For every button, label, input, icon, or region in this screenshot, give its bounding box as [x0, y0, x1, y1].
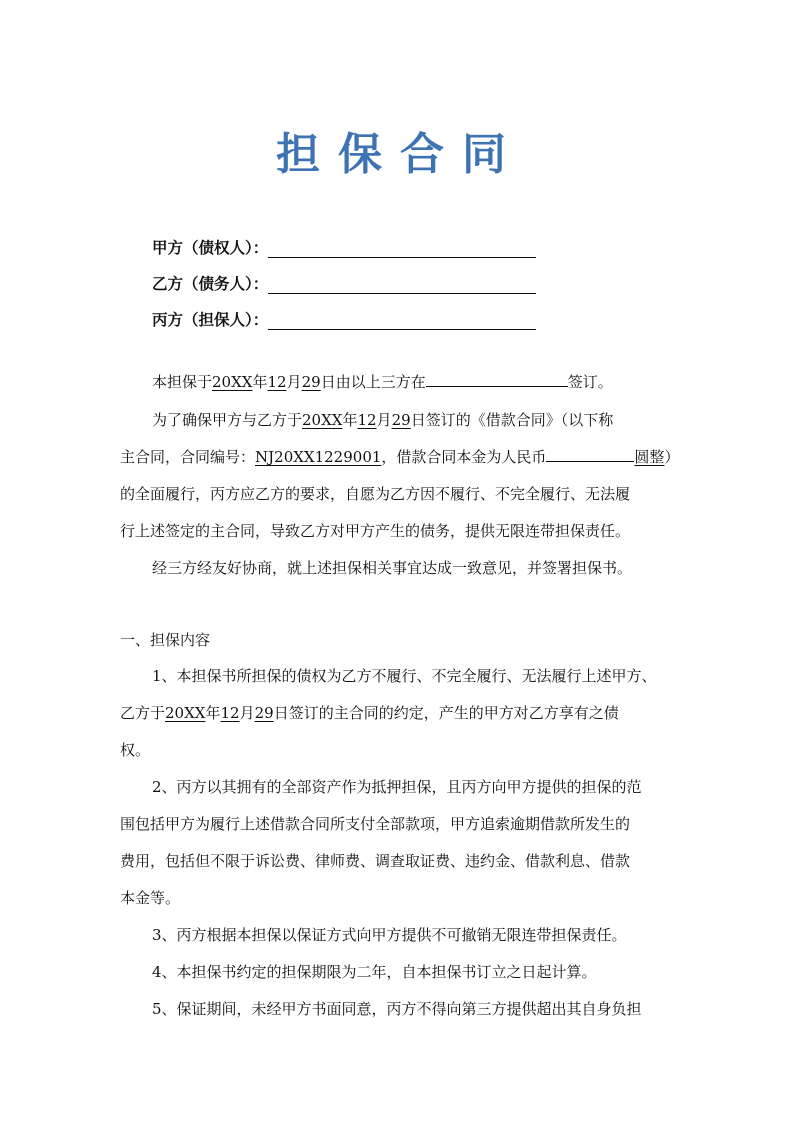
text: 日由以上三方在 [320, 373, 426, 391]
text: ） [664, 448, 680, 466]
page-title: 担保合同 [276, 129, 524, 180]
date-year: 20XX [165, 704, 206, 722]
text: 本担保于 [152, 373, 213, 391]
date-day: 29 [254, 704, 274, 722]
date-year: 20XX [212, 373, 253, 391]
clause1-line1: 1、本担保书所担保的债权为乙方不履行、不完全履行、无法履行上述甲方、 [152, 667, 657, 685]
para2-line2 [120, 446, 679, 467]
section-heading: 一、担保内容 [120, 631, 211, 649]
para2-line4: 行上述签定的主合同，导致乙方对甲方产生的债务，提供无限连带担保责任。 [120, 522, 631, 540]
clause2-line1: 2、丙方以其拥有的全部资产作为抵押担保，且丙方向甲方提供的担保的范 [152, 778, 642, 796]
clause2-line4: 本金等。 [120, 889, 181, 907]
amount-blank[interactable] [546, 446, 634, 462]
party-a-blank[interactable] [268, 239, 536, 258]
para2-line1 [152, 409, 613, 430]
text: 月 [376, 411, 392, 429]
text: 年 [205, 704, 221, 722]
clause5: 5、保证期间，未经甲方书面同意，丙方不得向第三方提供超出其自身负担 [152, 1000, 642, 1018]
text: ，借款合同本金为人民币 [381, 448, 547, 466]
date-day: 29 [301, 373, 321, 391]
party-c-label: 丙方（担保人）： [152, 310, 269, 329]
party-b-blank[interactable] [268, 275, 536, 294]
party-b-label: 乙方（债务人）： [152, 274, 269, 293]
party-a-line [152, 236, 552, 258]
date-month: 12 [357, 411, 377, 429]
para2-line3: 的全面履行，丙方应乙方的要求，自愿为乙方因不履行、不完全履行、无法履 [120, 485, 631, 503]
clause3: 3、丙方根据本担保以保证方式向甲方提供不可撤销无限连带担保责任。 [152, 926, 627, 944]
date-month: 12 [267, 373, 287, 391]
text: 签订。 [567, 373, 613, 391]
text: 乙方于 [120, 704, 166, 722]
clause1-line2 [120, 702, 619, 723]
clause4: 4、本担保书约定的担保期限为二年，自本担保书订立之日起计算。 [152, 963, 597, 981]
text: 年 [252, 373, 268, 391]
date-day: 29 [391, 411, 411, 429]
party-c-blank[interactable] [268, 311, 536, 330]
contract-number: NJ20XX1229001 [255, 448, 382, 466]
amount-unit: 圆整 [634, 448, 665, 466]
sign-place-blank[interactable] [426, 371, 568, 387]
text: 月 [286, 373, 302, 391]
party-c-line [152, 308, 552, 330]
text: 日签订的主合同的约定，产生的甲方对乙方享有之债 [273, 704, 619, 722]
text: 年 [342, 411, 358, 429]
clause1-line3: 权。 [120, 741, 151, 759]
para3: 经三方经友好协商，就上述担保相关事宜达成一致意见，并签署担保书。 [152, 559, 633, 577]
text: 月 [239, 704, 255, 722]
date-year: 20XX [302, 411, 343, 429]
date-month: 12 [220, 704, 240, 722]
clause2-line2: 围包括甲方为履行上述借款合同所支付全部款项，甲方追索逾期借款所发生的 [120, 815, 631, 833]
clause2-line3: 费用，包括但不限于诉讼费、律师费、调查取证费、违约金、借款利息、借款 [120, 852, 631, 870]
party-a-label: 甲方（债权人）： [152, 238, 269, 257]
text: 日签订的《借款合同》（以下称 [410, 411, 614, 429]
signing-sentence [152, 371, 613, 392]
party-b-line [152, 272, 552, 294]
text: 主合同，合同编号： [120, 448, 256, 466]
text: 为了确保甲方与乙方于 [152, 411, 303, 429]
